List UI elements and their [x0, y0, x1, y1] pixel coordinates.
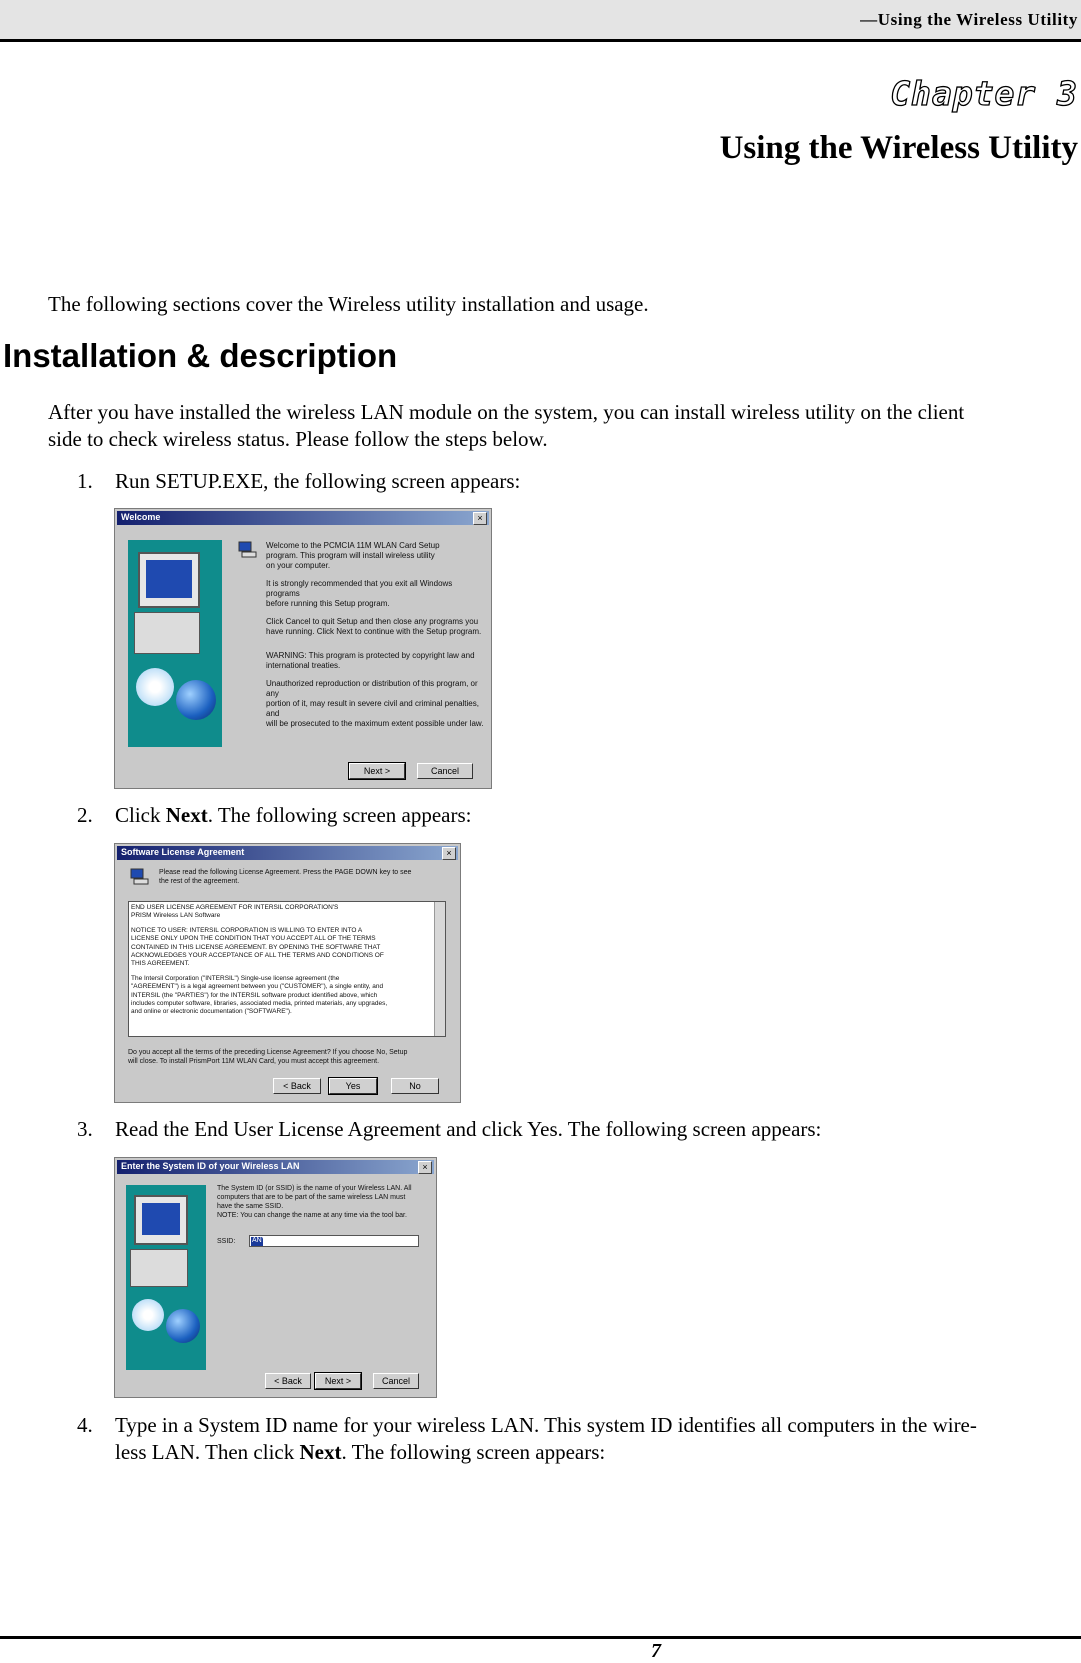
page-number: 7 — [651, 1640, 661, 1662]
ssid-field — [249, 1235, 419, 1247]
dialog-titlebar — [117, 846, 458, 860]
running-header — [0, 0, 1081, 42]
step-number: 1. — [77, 469, 93, 493]
ssid-value: ANY — [252, 1237, 267, 1244]
license-text: END USER LICENSE AGREEMENT FOR INTERSIL CORPORATION'S PRISM Wireless LAN Software NOTICE TO USER: INTERSIL CORPORATION IS WILLING TO ENTER INTO A LICENSE ONLY UPON THE CONDITION THAT YOU ACCEPT ALL OF THE TERMS CONTAINED IN THIS LICENSE AGREEMENT. BY OPENING THE SOFTWARE THAT ACKNOWLEDGES YOUR ACCEPTANCE OF ALL THE TERMS AND CONDITIONS OF THIS AGREEMENT. The Intersil Corporation ("INTERSIL") Single-use license agreement (the "AGREEMENT") is a legal agreement between you ("CUSTOMER"), a single entity, and INTERSIL (the "PARTIES") for the INTERSIL software product identified above, which includes computer software, libraries, associated media, printed materials, any upgrades, and online or electronic documentation ("SOFTWARE"). — [131, 904, 388, 1016]
back-button: < Back — [265, 1373, 311, 1389]
intro-paragraph: The following sections cover the Wireless utility installation and usage. — [48, 292, 649, 316]
footer-rule — [0, 1636, 1081, 1639]
license-dialog-screenshot — [114, 843, 461, 1103]
close-icon: × — [442, 847, 456, 860]
step-number: 3. — [77, 1117, 93, 1141]
step-text: Read the End User License Agreement and click Yes. The following screen appears: — [115, 1117, 822, 1141]
no-button: No — [391, 1078, 439, 1094]
step-number: 4. — [77, 1413, 93, 1437]
yes-button: Yes — [329, 1078, 377, 1094]
section-paragraph-line-1: After you have installed the wireless LAN module on the system, you can install wireless utility on the client — [48, 400, 965, 424]
cd-icon — [136, 668, 174, 706]
globe-icon — [166, 1309, 200, 1343]
setup-illustration — [126, 1185, 206, 1370]
chapter-label: Chapter 3 — [890, 74, 1078, 113]
setup-illustration — [128, 540, 222, 747]
section-heading: Installation & description — [3, 337, 398, 374]
dialog-title: Enter the System ID of your Wireless LAN — [121, 1161, 300, 1171]
close-icon: × — [473, 512, 487, 525]
dialog-title: Software License Agreement — [121, 847, 245, 857]
monitor-icon — [134, 1195, 188, 1245]
systemid-text: The System ID (or SSID) is the name of your Wireless LAN. All computers that are to be part of the same wireless LAN must have the same SSID. NOTE: You can change the name at any time via the tool bar. — [217, 1185, 412, 1219]
cancel-button: Cancel — [373, 1373, 419, 1389]
running-title: —Using the Wireless Utility — [860, 10, 1078, 29]
close-icon: × — [418, 1161, 432, 1174]
license-scrollbar — [434, 902, 445, 1036]
dialog-title: Welcome — [121, 512, 161, 522]
monitor-icon — [138, 552, 200, 608]
section-paragraph — [48, 399, 1080, 453]
step-text: Run SETUP.EXE, the following screen appears: — [115, 469, 521, 493]
systemid-dialog-screenshot — [114, 1157, 437, 1398]
computer-case-icon — [130, 1249, 188, 1287]
welcome-text: Welcome to the PCMCIA 11M WLAN Card Setup program. This program will install wireless utility on your computer. It is strongly recommended that you exit all Windows programs before running this Setup program. Click Cancel to quit Setup and then close any programs you have running. Click Next to continue with the Setup program. WARNING: This program is protected by copyright law and international treaties. Unauthorized reproduction or distribution of this program, or any portion of it, may result in severe civil and criminal penalties, and will be prosecuted to the maximum extent possible under law. — [266, 541, 484, 728]
welcome-dialog-screenshot — [114, 508, 492, 789]
license-intro: Please read the following License Agreement. Press the PAGE DOWN key to see the rest of the agreement. — [159, 869, 412, 885]
dialog-titlebar — [117, 511, 489, 525]
ssid-label: SSID: — [217, 1238, 236, 1245]
back-button: < Back — [273, 1078, 321, 1094]
globe-icon — [176, 680, 216, 720]
section-paragraph-line-2: side to check wireless status. Please follow the steps below. — [48, 427, 548, 451]
computer-case-icon — [134, 612, 200, 654]
next-button: Next > — [349, 763, 405, 779]
license-question: Do you accept all the terms of the preceding License Agreement? If you choose No, Setup will close. To install PrismPort 11M WLAN Card, you must accept this agreement. — [128, 1049, 408, 1065]
next-button: Next > — [315, 1373, 361, 1389]
chapter-title: Using the Wireless Utility — [719, 130, 1078, 166]
computer-icon — [129, 868, 149, 886]
dialog-titlebar — [117, 1160, 434, 1174]
license-text-area — [128, 901, 446, 1037]
computer-icon — [237, 541, 257, 559]
step-text: Type in a System ID name for your wireless LAN. This system ID identifies all computers in the wire- less LAN. Then click Next. The following screen appears: — [115, 1413, 977, 1464]
cd-icon — [132, 1299, 164, 1331]
cancel-button: Cancel — [417, 763, 473, 779]
step-number: 2. — [77, 803, 93, 827]
step-text: Click Next. The following screen appears: — [115, 803, 472, 827]
